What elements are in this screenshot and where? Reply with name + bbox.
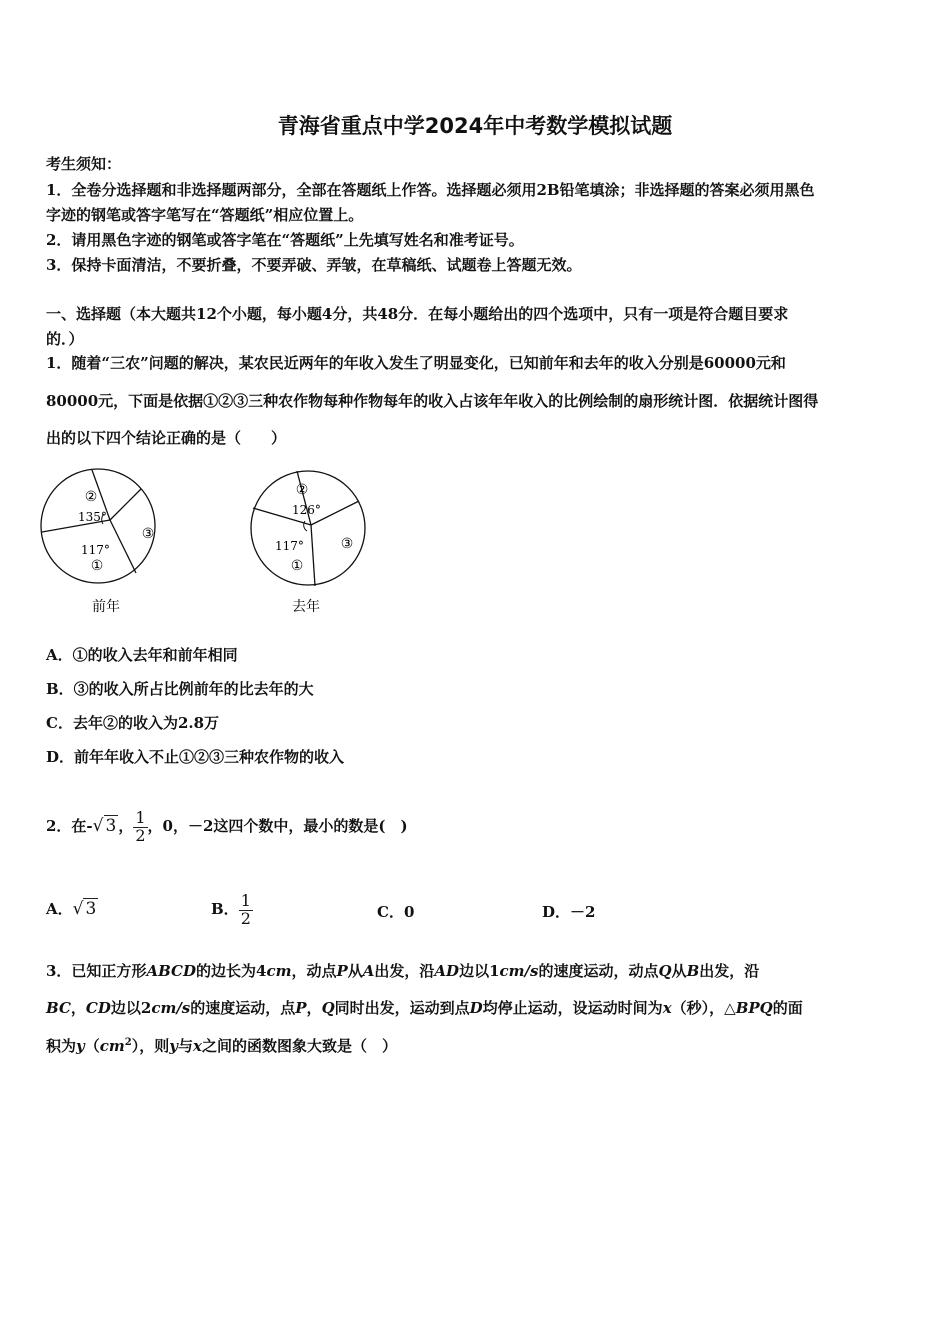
math: cm bbox=[99, 1037, 125, 1055]
text: 的边长为4 bbox=[196, 962, 267, 980]
q3-stem-line-2 bbox=[46, 997, 803, 1018]
notice-item-2: 2．请用黑色字迹的钢笔或答字笔在“答题纸”上先填写姓名和准考证号。 bbox=[46, 231, 524, 249]
sqrt-expression: √ 3 bbox=[92, 816, 117, 836]
notice-item-1-line-2: 字迹的钢笔或答字笔写在“答题纸”相应位置上。 bbox=[46, 206, 364, 224]
text: ， bbox=[306, 999, 322, 1017]
text: （秒），△ bbox=[671, 999, 736, 1017]
text: 的速度运动，点 bbox=[190, 999, 296, 1017]
q3-stem-line-3 bbox=[46, 1035, 397, 1056]
q2-option-d: D．－2 bbox=[542, 903, 596, 921]
q2-option-c: C．0 bbox=[377, 903, 415, 921]
q2-option-a bbox=[46, 880, 98, 938]
fraction-denominator: 2 bbox=[135, 825, 146, 845]
q2-option-b bbox=[211, 874, 253, 944]
text: 出发，沿 bbox=[374, 962, 435, 980]
pie-radius bbox=[311, 525, 315, 586]
text: 的面 bbox=[772, 999, 803, 1017]
math: Q bbox=[321, 999, 335, 1017]
notice-heading: 考生须知： bbox=[46, 155, 122, 173]
angle-label-1: 135° bbox=[78, 510, 107, 524]
text: 的速度运动，动点 bbox=[538, 962, 659, 980]
pie-chart-this-year bbox=[245, 468, 375, 620]
fraction-denominator: 2 bbox=[240, 908, 251, 928]
section-1-heading-line-2: 的．） bbox=[46, 330, 84, 348]
angle-label-1: 126° bbox=[292, 503, 321, 517]
angle-label-2: 117° bbox=[81, 543, 110, 557]
q1-option-c: C．去年②的收入为2.8万 bbox=[46, 714, 220, 732]
q3-stem-line-1 bbox=[46, 960, 759, 981]
text: （ bbox=[84, 1037, 100, 1055]
option-label: B． bbox=[211, 900, 239, 918]
math: AD bbox=[434, 962, 460, 980]
q1-option-d: D．前年年收入不止①②③三种农作物的收入 bbox=[46, 748, 345, 766]
category-3-label: ③ bbox=[340, 536, 354, 552]
math: CD bbox=[85, 999, 111, 1017]
chart-caption: 前年 bbox=[92, 599, 120, 615]
math: A bbox=[362, 962, 375, 980]
fraction-numerator: 1 bbox=[240, 890, 251, 910]
math: P bbox=[336, 962, 348, 980]
math: BC bbox=[46, 999, 71, 1017]
text: 同时出发，运动到点 bbox=[334, 999, 470, 1017]
q2-rest: ，0，－2这四个数中，最小的数是( ) bbox=[147, 817, 408, 835]
option-label: A． bbox=[46, 900, 73, 918]
math: cm/s bbox=[151, 999, 191, 1017]
math: BPQ bbox=[735, 999, 773, 1017]
text: 从 bbox=[671, 962, 687, 980]
text: 均停止运动，设运动时间为 bbox=[482, 999, 663, 1017]
q1-stem-line-3: 出的以下四个结论正确的是（ ） bbox=[46, 429, 287, 447]
q1-stem-line-2: 80000元，下面是依据①②③三种农作物每种作物每年的收入占该年年收入的比例绘制的扇形统计图．依据统计图得 bbox=[46, 392, 819, 410]
math: x bbox=[662, 999, 672, 1017]
category-3-label: ③ bbox=[141, 526, 155, 542]
section-1-heading-line-1: 一、选择题（本大题共12个小题，每小题4分，共48分．在每小题给出的四个选项中，只有一项是符合题目要求 bbox=[46, 305, 789, 323]
math: cm/s bbox=[499, 962, 539, 980]
text: ），则 bbox=[131, 1037, 170, 1055]
math: B bbox=[686, 962, 700, 980]
math: D bbox=[469, 999, 483, 1017]
text: 出发，沿 bbox=[699, 962, 760, 980]
q1-option-b: B．③的收入所占比例前年的比去年的大 bbox=[46, 680, 314, 698]
category-2-label: ② bbox=[295, 482, 309, 498]
text: 边以2 bbox=[110, 999, 152, 1017]
text: 之间的函数图象大致是（ ） bbox=[201, 1037, 397, 1055]
fraction bbox=[133, 807, 147, 845]
radicand: 3 bbox=[85, 899, 97, 919]
text: ，动点 bbox=[291, 962, 337, 980]
page-title: 青海省重点中学2024年中考数学模拟试题 bbox=[277, 114, 673, 138]
math: y bbox=[169, 1037, 178, 1055]
radicand: 3 bbox=[105, 816, 117, 836]
category-2-label: ② bbox=[84, 489, 98, 505]
text: 与 bbox=[177, 1037, 193, 1055]
fraction bbox=[239, 890, 253, 928]
math: P bbox=[295, 999, 307, 1017]
q2-prefix: 2．在- bbox=[46, 817, 93, 835]
text: 3．已知正方形 bbox=[46, 962, 147, 980]
text: 从 bbox=[347, 962, 363, 980]
text: 边以1 bbox=[459, 962, 500, 980]
notice-item-1-line-1: 1．全卷分选择题和非选择题两部分，全部在答题纸上作答。选择题必须用2B铅笔填涂；非选择题的答案必须用黑色 bbox=[46, 181, 815, 199]
chart-caption: 去年 bbox=[292, 599, 320, 615]
category-1-label: ① bbox=[90, 558, 104, 574]
math: ABCD bbox=[146, 962, 196, 980]
math: y bbox=[76, 1037, 85, 1055]
q2-stem bbox=[46, 794, 408, 858]
angle-arc bbox=[304, 521, 307, 531]
superscript: 2 bbox=[124, 1037, 132, 1048]
fraction-numerator: 1 bbox=[135, 807, 146, 827]
sqrt-expression: √ 3 bbox=[72, 899, 97, 919]
math: cm bbox=[266, 962, 292, 980]
pie-chart-last-year bbox=[40, 468, 170, 620]
q1-option-a: A．①的收入去年和前年相同 bbox=[46, 646, 238, 664]
category-1-label: ① bbox=[290, 558, 304, 574]
pie-radius bbox=[110, 520, 136, 573]
q1-stem-line-1: 1．随着“三农”问题的解决，某农民近两年的年收入发生了明显变化，已知前年和去年的收入分别是60000元和 bbox=[46, 354, 786, 372]
angle-label-2: 117° bbox=[275, 539, 304, 553]
math: Q bbox=[658, 962, 672, 980]
q2-comma: ， bbox=[118, 817, 134, 835]
notice-item-3: 3．保持卡面清洁，不要折叠，不要弄破、弄皱，在草稿纸、试题卷上答题无效。 bbox=[46, 256, 582, 274]
text: ， bbox=[70, 999, 86, 1017]
text: 积为 bbox=[46, 1037, 77, 1055]
math: x bbox=[192, 1037, 202, 1055]
pie-radius bbox=[110, 489, 141, 520]
